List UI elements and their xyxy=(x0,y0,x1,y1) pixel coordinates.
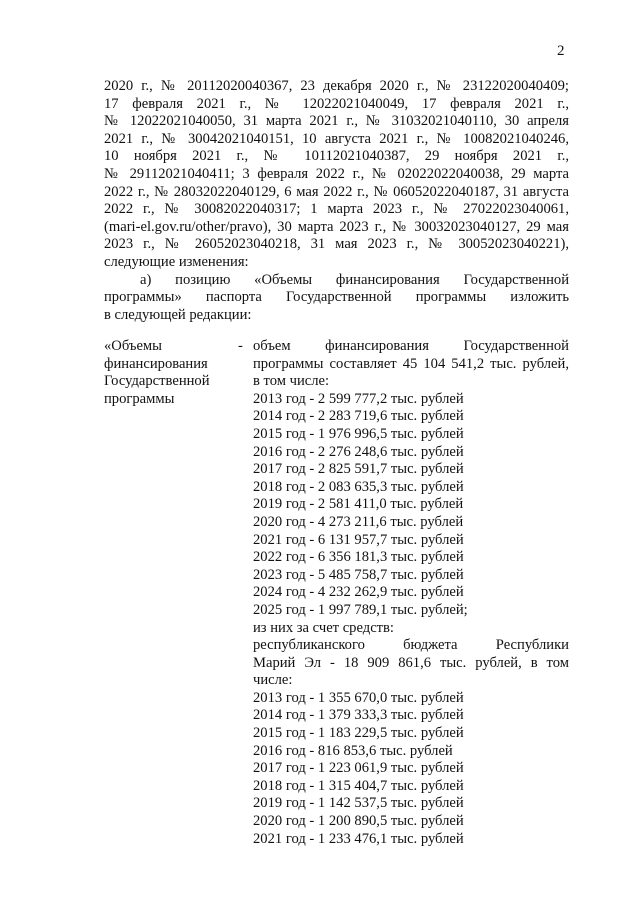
label-line: финансирования xyxy=(104,355,208,372)
text-line: 17 февраля 2021 г., № 12022021040049, 17 февраля 2021 г., xyxy=(104,95,569,112)
year-amount-line: 2013 год - 1 355 670,0 тыс. рублей xyxy=(253,689,464,706)
page-number: 2 xyxy=(557,43,565,59)
budget-line: республиканского бюджета Республики xyxy=(253,637,569,654)
year-amount-line: 2024 год - 4 232 262,9 тыс. рублей xyxy=(253,584,464,601)
year-amount-line: 2020 год - 4 273 211,6 тыс. рублей xyxy=(253,513,464,530)
text-line: 10 ноября 2021 г., № 10112021040387, 29 ноября 2021 г., xyxy=(104,148,569,165)
year-amount-line: 2018 год - 1 315 404,7 тыс. рублей xyxy=(253,777,464,794)
funding-details xyxy=(253,338,569,848)
text-line: 2022 г., № 30082022040317; 1 марта 2023 г., № 27022023040061, xyxy=(104,201,569,218)
year-amount-line: 2016 год - 816 853,6 тыс. рублей xyxy=(253,742,453,759)
text-line: 2021 г., № 30042021040151, 10 августа 2021 г., № 10082021040246, xyxy=(104,130,569,147)
amendment-line: в следующей редакции: xyxy=(104,306,252,323)
funding-label xyxy=(104,338,240,408)
year-amount-line: 2016 год - 2 276 248,6 тыс. рублей xyxy=(253,443,464,460)
budget-line: числе: xyxy=(253,672,293,689)
year-amount-line: 2014 год - 2 283 719,6 тыс. рублей xyxy=(253,408,464,425)
intro-paragraph xyxy=(104,78,569,324)
total-line: объем финансирования Государственной xyxy=(253,338,569,354)
sources-intro: из них за счет средств: xyxy=(253,619,394,636)
years-total-list xyxy=(253,391,569,620)
total-line: в том числе: xyxy=(253,373,330,390)
year-amount-line: 2015 год - 1 183 229,5 тыс. рублей xyxy=(253,725,464,742)
text-line: 2023 г., № 26052023040218, 31 мая 2023 г., № 30052023040221), xyxy=(104,236,569,253)
year-amount-line: 2020 год - 1 200 890,5 тыс. рублей xyxy=(253,813,464,830)
year-amount-line: 2013 год - 2 599 777,2 тыс. рублей xyxy=(253,390,464,407)
year-amount-line: 2015 год - 1 976 996,5 тыс. рублей xyxy=(253,425,464,442)
label-line: Государственной xyxy=(104,373,210,390)
year-amount-line: 2023 год - 5 485 758,7 тыс. рублей xyxy=(253,566,464,583)
text-line: следующие изменения: xyxy=(104,253,249,270)
amendment-line: программы» паспорта Государственной программы изложить xyxy=(104,289,569,306)
year-amount-line: 2021 год - 6 131 957,7 тыс. рублей xyxy=(253,531,464,548)
text-line: 2020 г., № 20112020040367, 23 декабря 2020 г., № 23122020040409; xyxy=(104,78,569,94)
years-budget-list xyxy=(253,690,569,848)
label-dash: - xyxy=(238,338,243,354)
budget-line: Марий Эл - 18 909 861,6 тыс. рублей, в том xyxy=(253,654,569,671)
amendment-line: а) позицию «Объемы финансирования Государственной xyxy=(140,271,569,288)
year-amount-line: 2017 год - 2 825 591,7 тыс. рублей xyxy=(253,461,464,478)
year-amount-line: 2021 год - 1 233 476,1 тыс. рублей xyxy=(253,830,464,847)
label-line: программы xyxy=(104,390,175,407)
year-amount-line: 2019 год - 1 142 537,5 тыс. рублей xyxy=(253,795,464,812)
label-line: «Объемы xyxy=(104,338,162,354)
text-line: № 12022021040050, 31 марта 2021 г., № 31032021040110, 30 апреля xyxy=(104,113,569,130)
year-amount-line: 2025 год - 1 997 789,1 тыс. рублей; xyxy=(253,601,468,618)
year-amount-line: 2014 год - 1 379 333,3 тыс. рублей xyxy=(253,707,464,724)
year-amount-line: 2019 год - 2 581 411,0 тыс. рублей xyxy=(253,496,464,513)
text-line: 2022 г., № 28032022040129, 6 мая 2022 г., № 06052022040187, 31 августа xyxy=(104,183,569,200)
text-line: № 29112021040411; 3 февраля 2022 г., № 02022022040038, 29 марта xyxy=(104,165,569,182)
year-amount-line: 2017 год - 1 223 061,9 тыс. рублей xyxy=(253,760,464,777)
year-amount-line: 2022 год - 6 356 181,3 тыс. рублей xyxy=(253,549,464,566)
total-line: программы составляет 45 104 541,2 тыс. рублей, xyxy=(253,355,569,372)
text-line: (mari-el.gov.ru/other/pravo), 30 марта 2023 г., № 30032023040127, 29 мая xyxy=(104,218,569,235)
year-amount-line: 2018 год - 2 083 635,3 тыс. рублей xyxy=(253,478,464,495)
